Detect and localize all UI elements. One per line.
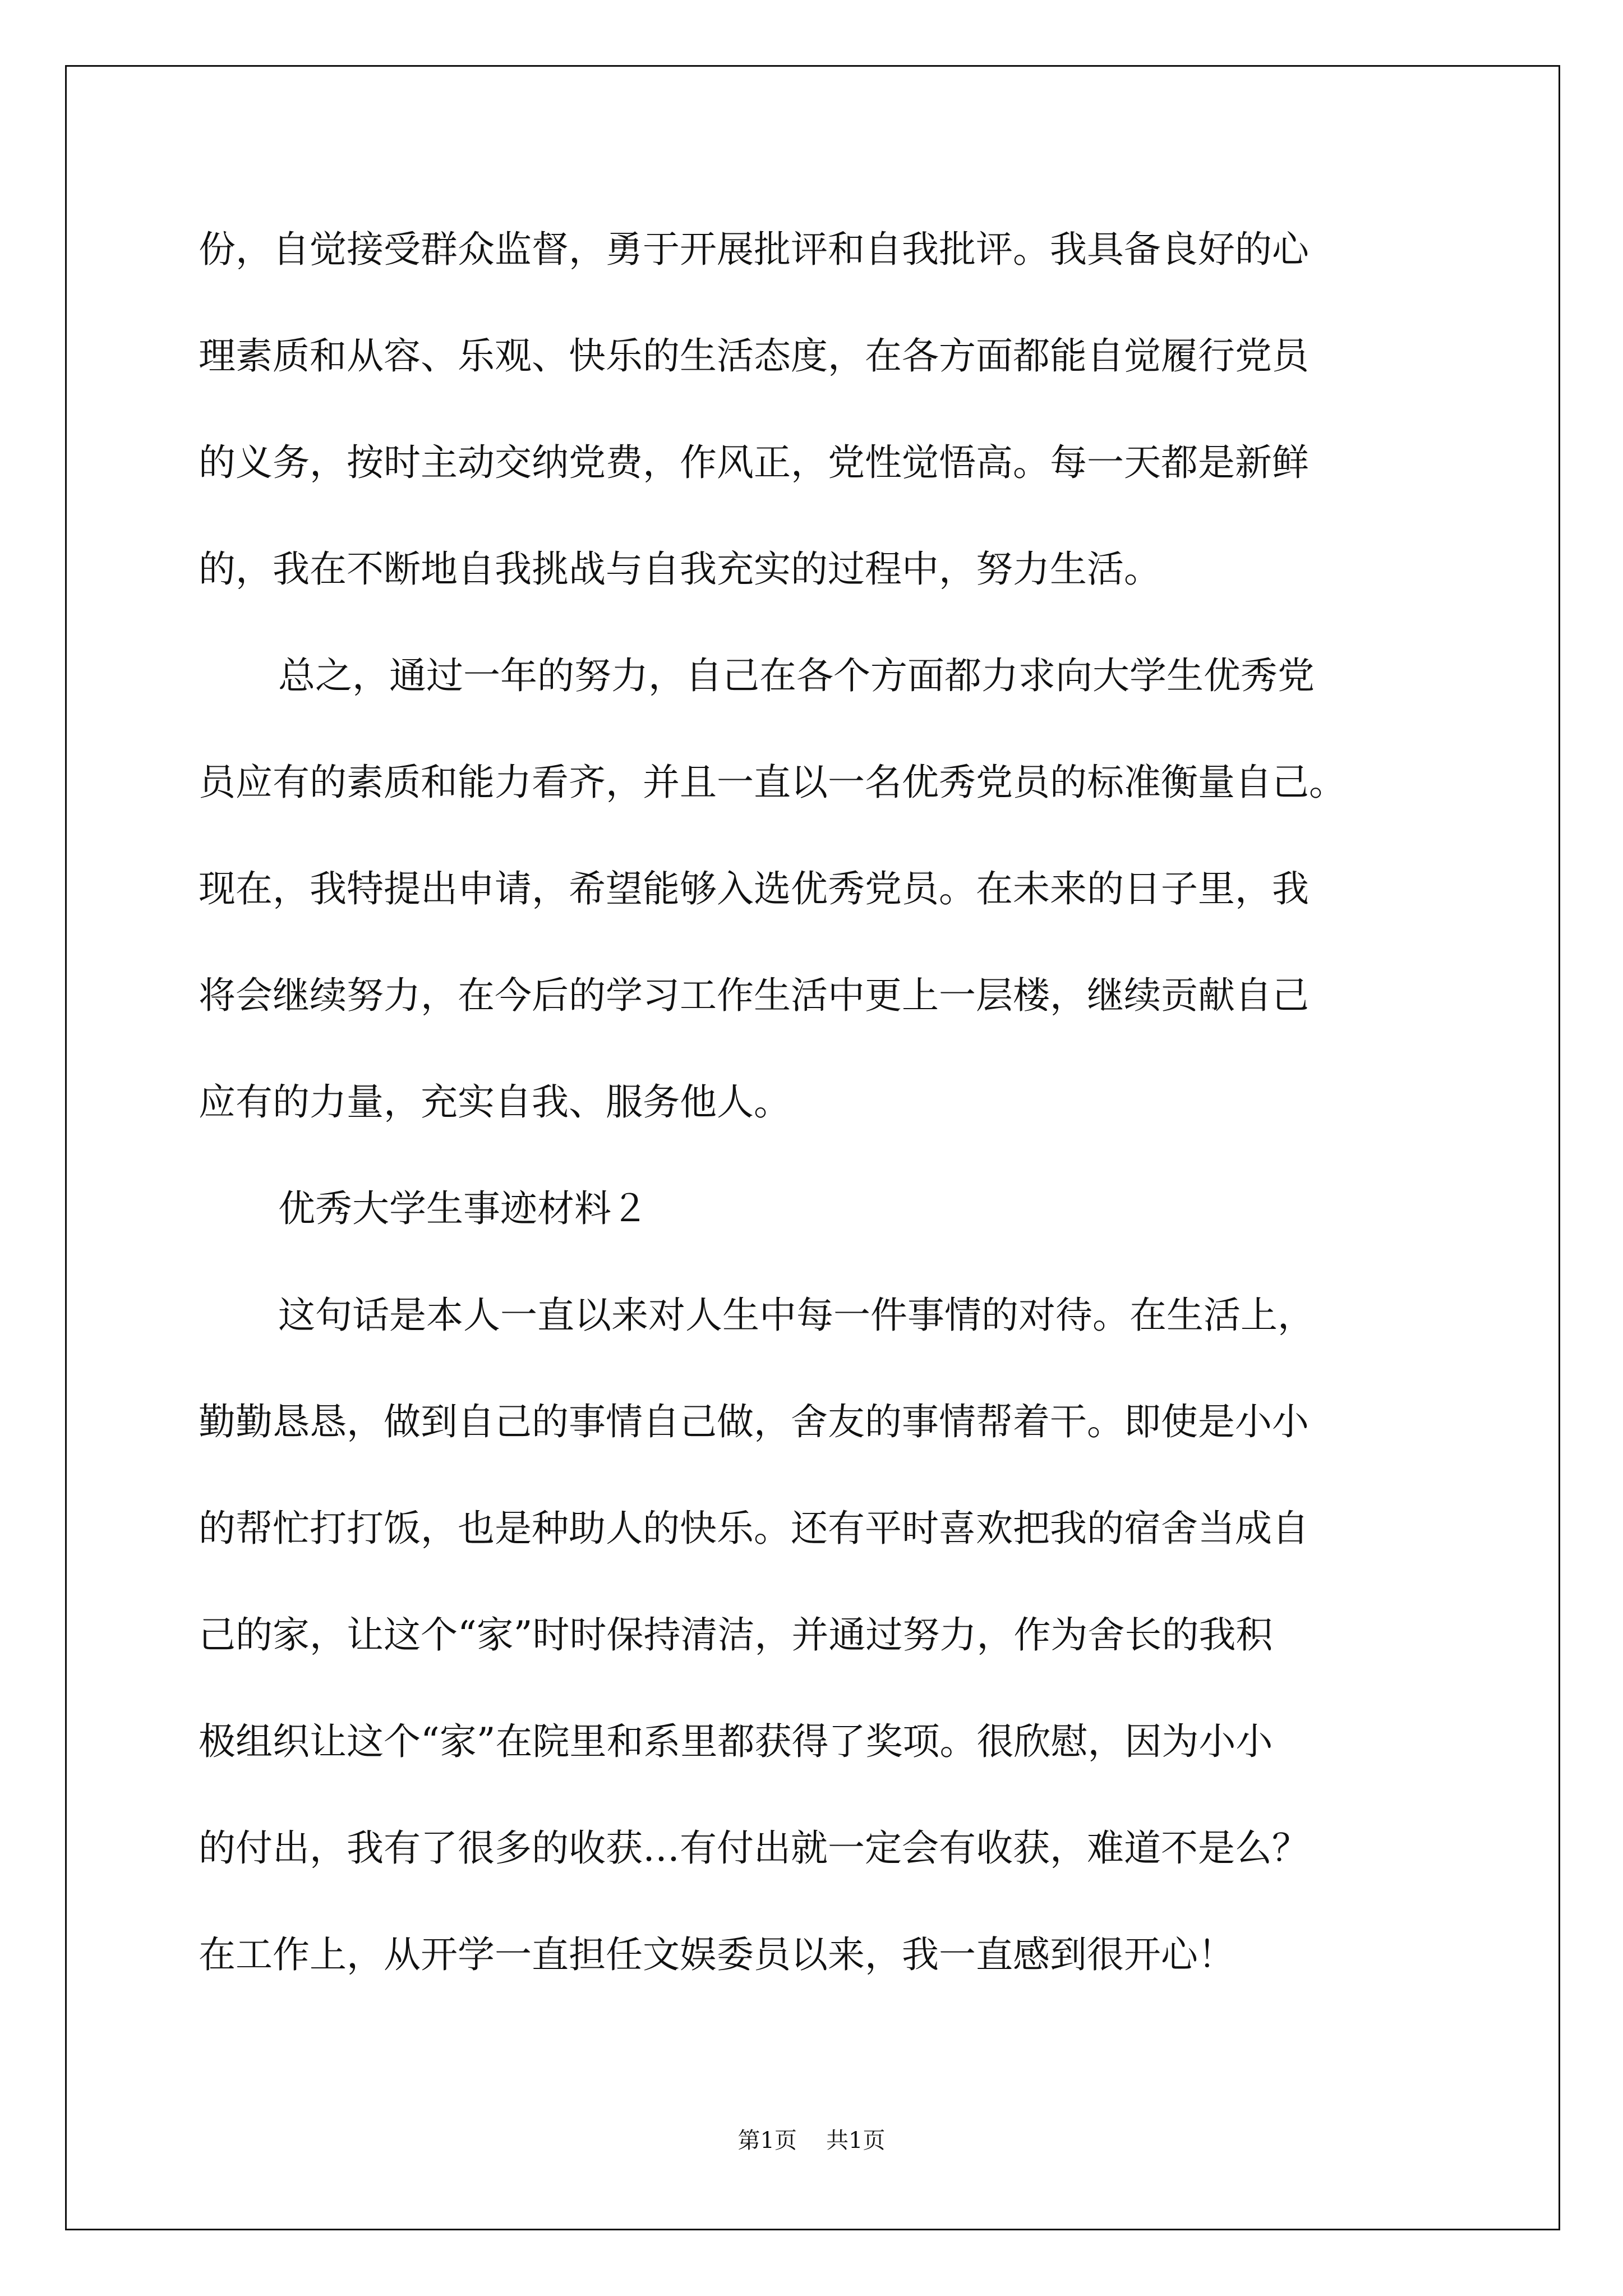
text-line: 这句话是本人一直以来对人生中每一件事情的对待。在生活上， <box>278 1294 1315 1337</box>
page-number: 第1页 <box>737 2128 797 2154</box>
page-total: 共1页 <box>826 2128 886 2154</box>
text-line: 勤勤恳恳，做到自己的事情自己做，舍友的事情帮着干。即使是小小 <box>199 1400 1309 1443</box>
text-line: 的义务，按时主动交纳党费，作风正，党性觉悟高。每一天都是新鲜 <box>199 441 1309 484</box>
text-line: 极组织让这个“家”在院里和系里都获得了奖项。很欣慰，因为小小 <box>199 1720 1273 1763</box>
section-heading: 优秀大学生事迹材料２ <box>278 1187 648 1230</box>
text-line: 现在，我特提出申请，希望能够入选优秀党员。在未来的日子里，我 <box>199 867 1309 910</box>
text-line: 总之，通过一年的努力，自己在各个方面都力求向大学生优秀党 <box>278 654 1315 697</box>
text-line: 的付出，我有了很多的收获…有付出就一定会有收获，难道不是么？ <box>199 1826 1309 1870</box>
text-line: 员应有的素质和能力看齐，并且一直以一名优秀党员的标准衡量自己。 <box>199 761 1346 804</box>
text-line: 在工作上，从开学一直担任文娱委员以来，我一直感到很开心！ <box>199 1933 1235 1976</box>
text-line: 份，自觉接受群众监督，勇于开展批评和自我批评。我具备良好的心 <box>199 228 1309 271</box>
text-line: 理素质和从容、乐观、快乐的生活态度，在各方面都能自觉履行党员 <box>199 334 1309 378</box>
text-line: 将会继续努力，在今后的学习工作生活中更上一层楼，继续贡献自己 <box>199 974 1309 1017</box>
text-line: 应有的力量，充实自我、服务他人。 <box>199 1080 791 1124</box>
document-body <box>199 196 1466 2008</box>
text-line: 的帮忙打打饭，也是种助人的快乐。还有平时喜欢把我的宿舍当成自 <box>199 1507 1309 1550</box>
text-line: 己的家，让这个“家”时时保持清洁，并通过努力，作为舍长的我积 <box>199 1613 1273 1657</box>
page-footer <box>0 2123 1623 2155</box>
text-line: 的，我在不断地自我挑战与自我充实的过程中，努力生活。 <box>199 547 1161 591</box>
